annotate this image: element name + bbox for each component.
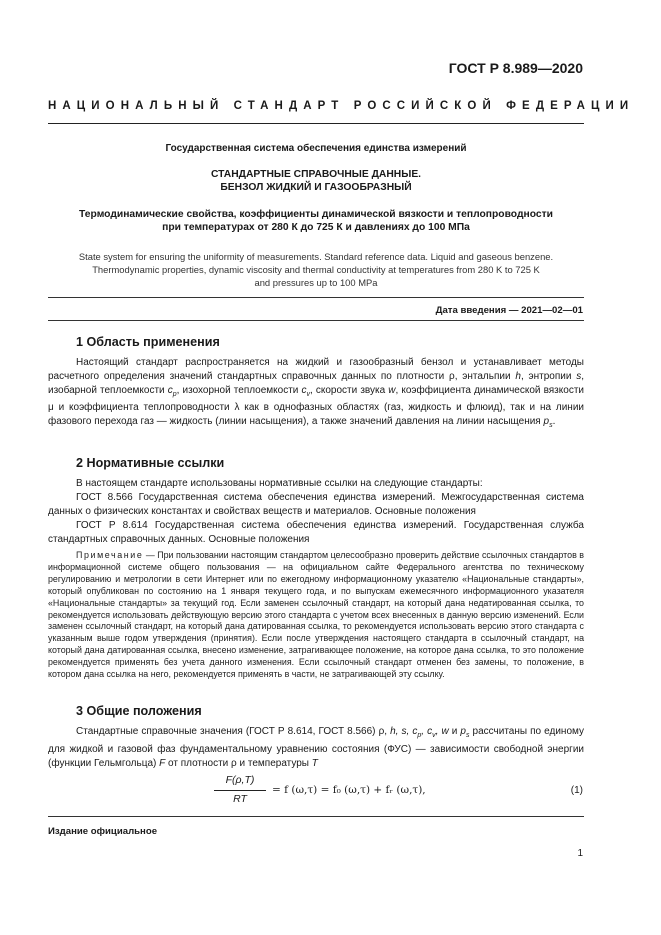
english-line-1: State system for ensuring the uniformity of measurements. Standard reference data. Liquid and gaseous benzene.: [78, 251, 554, 262]
divider-top: [48, 123, 584, 124]
national-standard-banner: НАЦИОНАЛЬНЫЙ СТАНДАРТ РОССИЙСКОЙ ФЕДЕРАЦИИ: [48, 100, 635, 112]
fraction-numerator: F(ρ,T): [225, 774, 255, 786]
section-2-paragraph-1: В настоящем стандарте использованы нормативные ссылки на следующие стандарты:: [76, 478, 483, 489]
title-line-2: БЕНЗОЛ ЖИДКИЙ И ГАЗООБРАЗНЫЙ: [220, 182, 412, 193]
document-title: [60, 168, 572, 194]
section-1-paragraph: Настоящий стандарт распространяется на жидкий и газообразный бензол и устанавливает методы расчетного определения значений стандартных справочных данных по плотности ρ, энтальпии h, энтропии s, изобарной теплоемкости $c_p$, изохорной теплоемкости $c_v$, скорости звука w, коэффициента динамической вязкости μ и коэффициента теплопроводности λ как в однофазных областях (газ, жидкость и флюид), так и на линии фазового перехода газ — жидкость (линии насыщения), а также значений давления на линии насыщения $p_s$.: [48, 357, 585, 430]
section-1-heading: 1 Область применения: [76, 335, 220, 349]
title-line-1: СТАНДАРТНЫЕ СПРАВОЧНЫЕ ДАННЫЕ.: [210, 169, 422, 180]
equation-number: (1): [570, 785, 583, 796]
section-2-note: Примечание — При пользовании настоящим стандартом целесообразно проверить действие ссылочных стандартов в информационной системе общего пользования — на официальном сайте Федерального агентства по техническому регулированию и метрологии в сети Интернет или по ежегодному информационному указателю «Национальные стандарты», который опубликован по состоянию на 1 января текущего года, и по выпускам ежемесячного информационного указателя «Национальные стандарты» за текущий год. Если заменен ссылочный стандарт, на который дана недатированная ссылка, то рекомендуется использовать действующую версию этого стандарта с учетом всех внесенных в данную версию изменений. Если заменен ссылочный стандарт, на который дана датированная ссылка, то рекомендуется использовать версию этого стандарта с указанным выше годом утверждения (принятия). Если после утверждения настоящего стандарта в ссылочный стандарт, на который дана датированная ссылка, внесено изменение, затрагивающее положение, на которое дана ссылка, то это положение рекомендуется применять без учета данного изменения. Если ссылочный стандарт отменен без замены, то положение, в котором дана ссылка на него, рекомендуется применять в части, не затрагивающей эту ссылку.: [48, 550, 584, 680]
divider-date: [48, 320, 584, 321]
english-line-3: and pressures up to 100 MPa: [254, 277, 378, 288]
english-line-2: Thermodynamic properties, dynamic viscosity and thermal conductivity at temperatures from 280 K to 725 K: [92, 264, 540, 275]
equation-rhs: = f (ω,τ) = f₀ (ω,τ) + fᵣ (ω,τ),: [272, 784, 426, 796]
document-subtitle: [60, 208, 572, 234]
divider-footer: [48, 816, 584, 817]
fraction-denominator: RT: [233, 793, 247, 805]
introduction-date: Дата введения — 2021—02—01: [435, 305, 583, 316]
section-2-heading: 2 Нормативные ссылки: [76, 456, 225, 470]
section-3-paragraph: Стандартные справочные значения (ГОСТ Р 8.614, ГОСТ 8.566) ρ, h, s, $c_p$, $c_v$, w и $p_s$ рассчитаны по единому для жидкой и газовой фаз фундаментальному уравнению состояния (ФУС) — зависимости свободной энергии (функции Гельмгольца) F от плотности ρ и температуры T: [48, 726, 584, 769]
english-title: [60, 250, 572, 289]
state-system-line: Государственная система обеспечения единства измерений: [165, 143, 467, 154]
divider-title: [48, 297, 584, 298]
edition-note: Издание официальное: [48, 826, 158, 837]
subtitle-line-1: Термодинамические свойства, коэффициенты динамической вязкости и теплопроводности: [79, 209, 553, 220]
standard-code: ГОСТ Р 8.989—2020: [448, 60, 583, 76]
section-2-paragraph-3: ГОСТ Р 8.614 Государственная система обеспечения единства измерений. Государственная служба стандартных справочных данных. Основные положения: [48, 520, 584, 545]
fraction-bar: [214, 790, 266, 791]
note-label: Примечание: [76, 550, 144, 560]
subtitle-line-2: при температурах от 280 К до 725 К и давлениях до 100 МПа: [162, 222, 470, 233]
section-3-heading: 3 Общие положения: [76, 704, 202, 718]
equation-1: [210, 774, 540, 808]
page-number: 1: [577, 848, 583, 859]
section-2-paragraph-2: ГОСТ 8.566 Государственная система обеспечения единства измерений. Межгосударственная система данных о физических константах и свойствах веществ и материалов. Основные положения: [48, 492, 584, 517]
equation-fraction: [210, 774, 270, 805]
